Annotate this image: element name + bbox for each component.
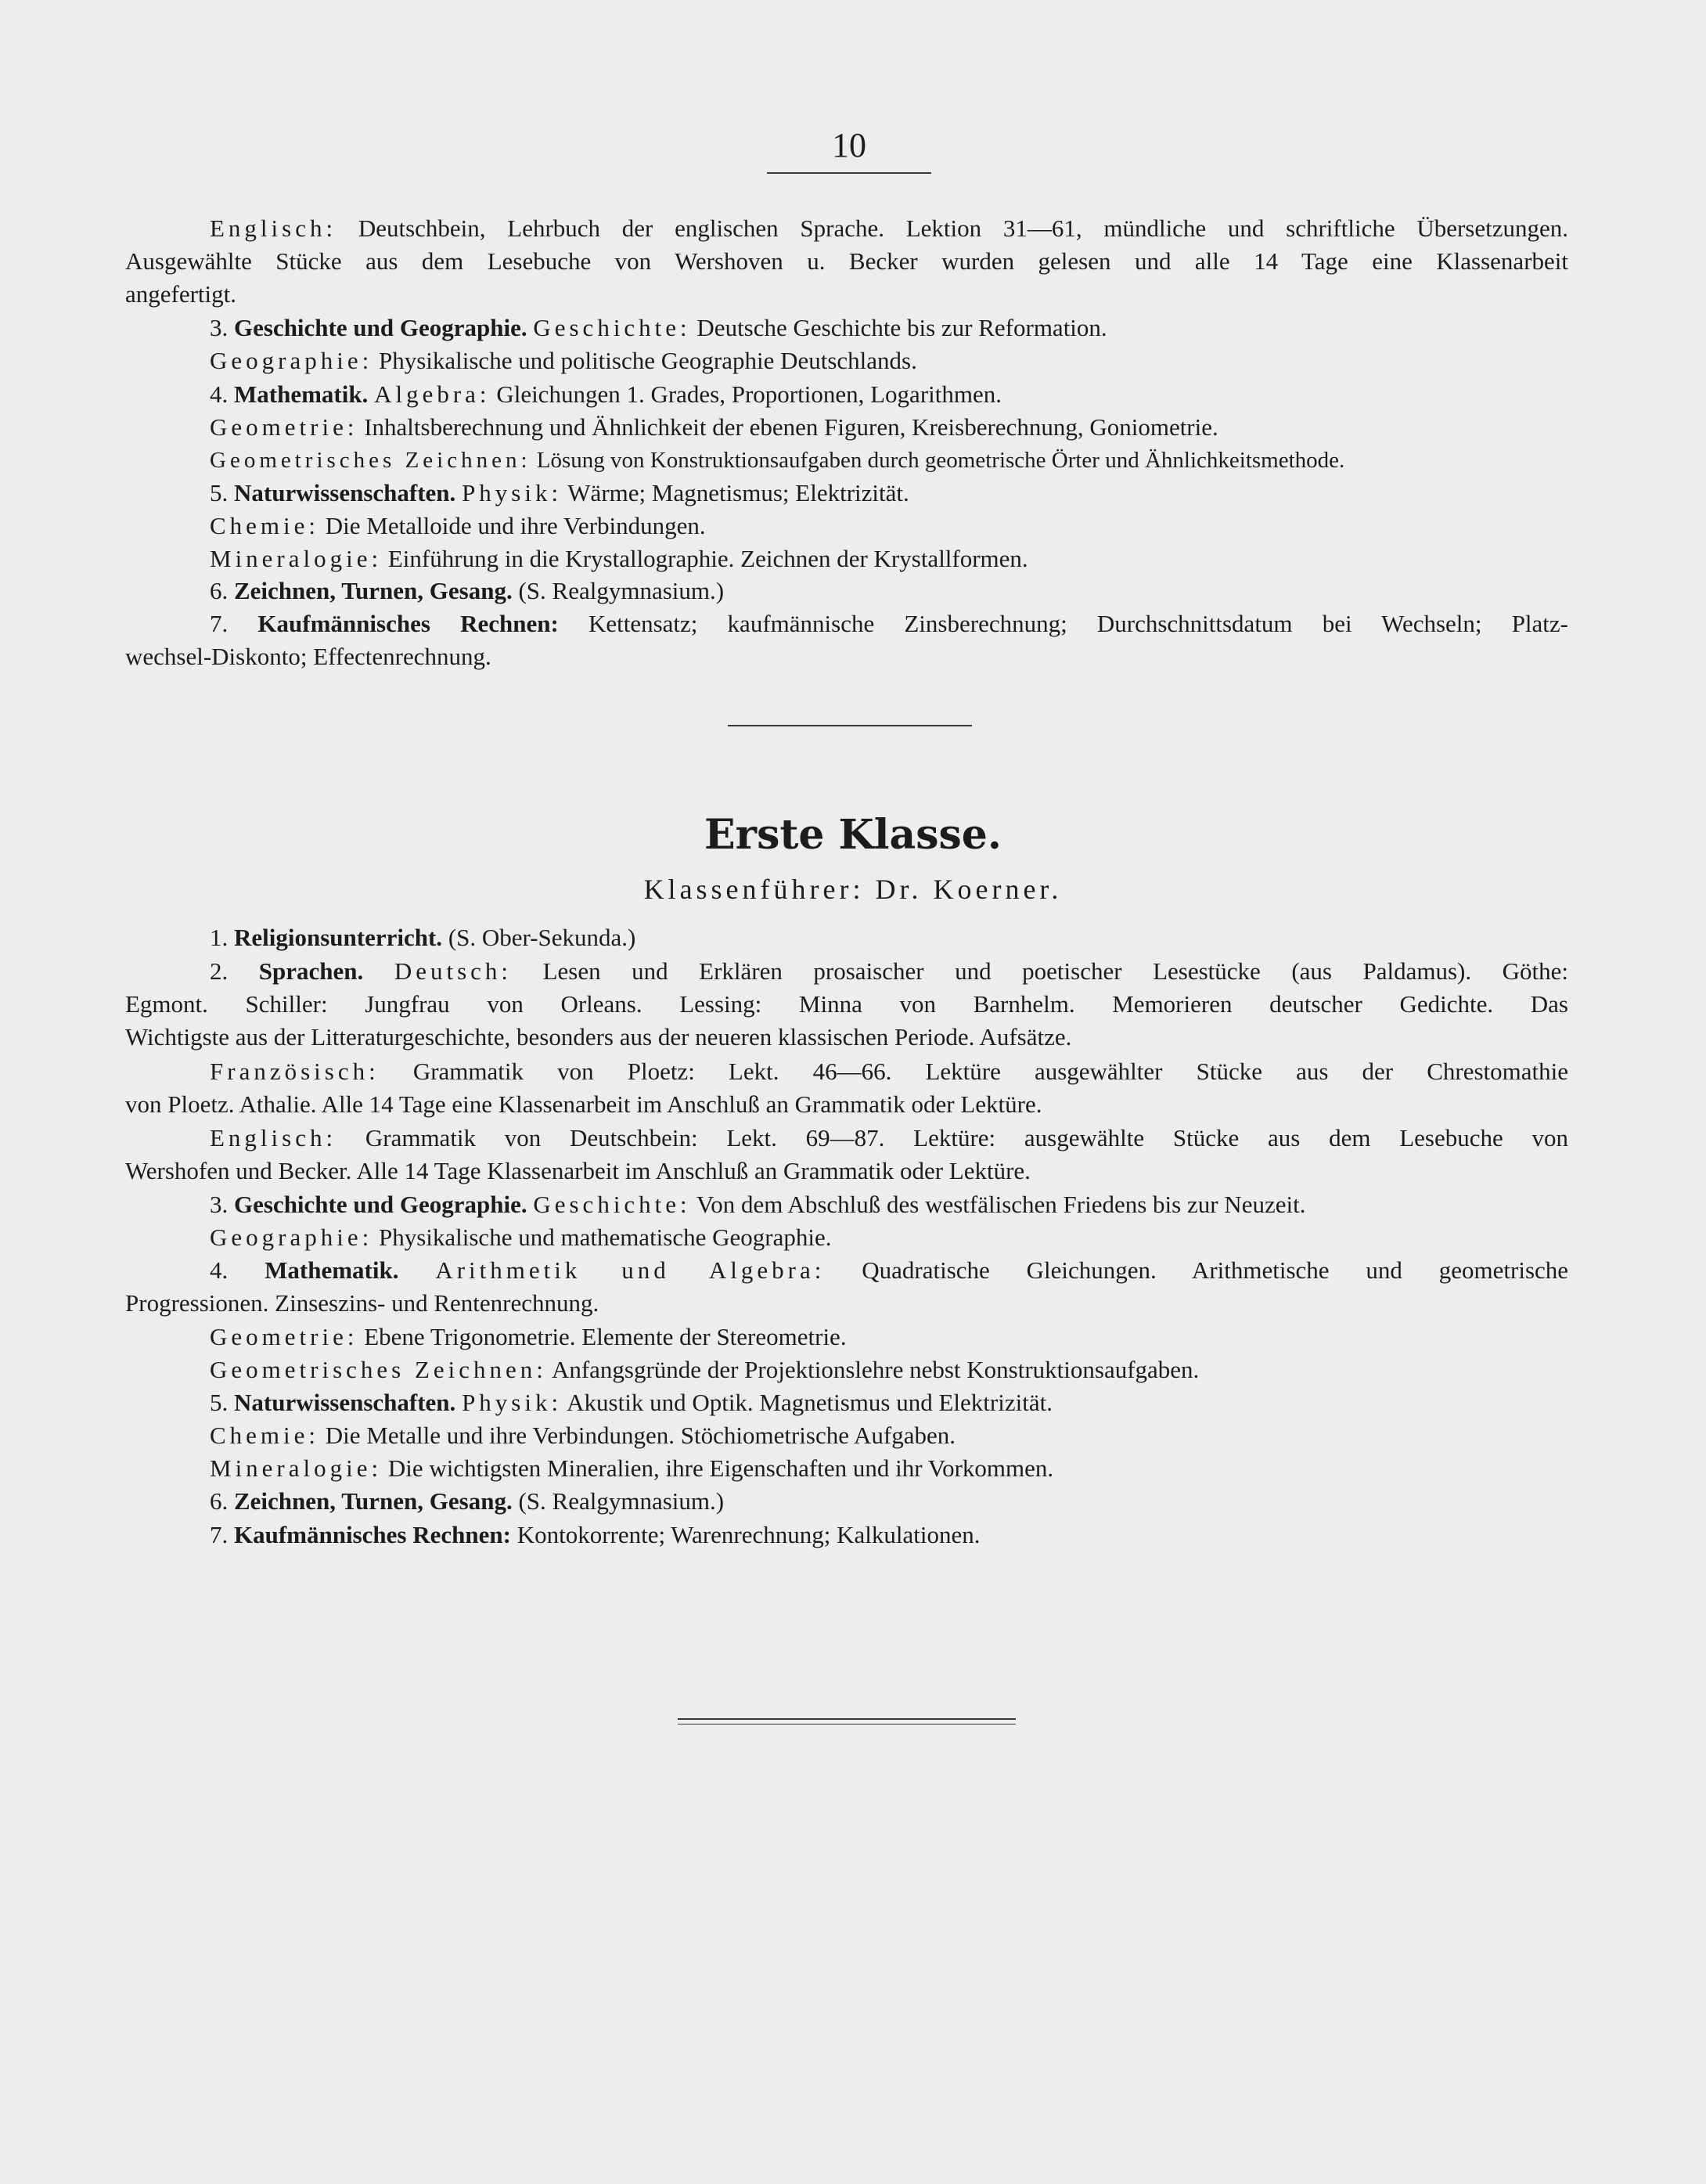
text-line: von Ploetz. Athalie. Alle 14 Tage eine Klassenarbeit im Anschluß an Grammatik oder Lektüre. [125, 1090, 1042, 1118]
text-line: 4. Mathematik. Algebra: Gleichungen 1. Grades, Proportionen, Logarithmen. [210, 380, 1002, 408]
subject-heading: Religionsunterricht. [234, 924, 443, 951]
text-line: 3. Geschichte und Geographie. Geschichte: Von dem Abschluß des westfälischen Friedens bis zur Neuzeit. [210, 1191, 1306, 1218]
page-number-rule [767, 172, 931, 174]
text-line: Mineralogie: Einführung in die Krystallographie. Zeichnen der Krystallformen. [210, 545, 1028, 572]
text-line: 1. Religionsunterricht. (S. Ober-Sekunda.) [210, 924, 636, 951]
text-line: Geometrie: Inhaltsberechnung und Ähnlichkeit der ebenen Figuren, Kreisberechnung, Goniometrie. [210, 413, 1218, 441]
subject-label: Geometrisches Zeichnen: [210, 448, 531, 473]
subject-label: Geometrie: [210, 413, 358, 441]
subject-heading: Naturwissenschaften. [234, 1389, 456, 1416]
subject-heading: Geschichte und Geographie. [234, 314, 527, 341]
text-line: Progressionen. Zinseszins- und Rentenrechnung. [125, 1289, 599, 1317]
subject-label: Mineralogie: [210, 545, 383, 572]
subject-heading: Zeichnen, Turnen, Gesang. [234, 1487, 513, 1515]
section-heading: Erste Klasse. [704, 811, 1002, 859]
subject-label: Französisch: [210, 1058, 380, 1085]
subject-label: Chemie: [210, 512, 320, 539]
text-line: Geometrisches Zeichnen: Anfangsgründe der Projektionslehre nebst Konstruktionsaufgaben. [210, 1356, 1200, 1383]
subject-heading: Kaufmännisches Rechnen: [234, 1521, 511, 1548]
text-line: 7. Kaufmännisches Rechnen: Kontokorrente; Warenrechnung; Kalkulationen. [210, 1521, 981, 1548]
subject-label: Geschichte: [533, 1191, 691, 1218]
subject-label: Geographie: [210, 1224, 373, 1251]
text-line: Chemie: Die Metalle und ihre Verbindungen. Stöchiometrische Aufgaben. [210, 1422, 956, 1449]
subject-heading: Geschichte und Geographie. [234, 1191, 527, 1218]
subject-heading: Naturwissenschaften. [234, 479, 456, 506]
text-line: 6. Zeichnen, Turnen, Gesang. (S. Realgymnasium.) [210, 577, 725, 604]
subject-heading: Mathematik. [234, 380, 369, 408]
section-divider [728, 725, 972, 726]
subject-heading: Mathematik. [265, 1256, 399, 1284]
end-divider [678, 1718, 1016, 1720]
text-line: Englisch: Grammatik von Deutschbein: Lekt. 69—87. Lektüre: ausgewählte Stücke aus dem Lesebuche von [210, 1124, 1568, 1151]
text-line: Geographie: Physikalische und mathematische Geographie. [210, 1224, 832, 1251]
text-line: Egmont. Schiller: Jungfrau von Orleans. Lessing: Minna von Barnhelm. Memorieren deutscher Gedichte. Das [125, 990, 1568, 1018]
subject-label: Geographie: [210, 347, 373, 374]
text-line: 6. Zeichnen, Turnen, Gesang. (S. Realgymnasium.) [210, 1487, 725, 1515]
text-line: 7. Kaufmännisches Rechnen: Kettensatz; kaufmännische Zinsberechnung; Durchschnittsdatum bei Wechseln; Platz- [210, 610, 1569, 637]
subject-heading: Sprachen. [258, 957, 364, 985]
class-teacher: Klassenführer: Dr. Koerner. [643, 874, 1063, 905]
subject-label: Deutsch: [394, 957, 513, 985]
text-line: Ausgewählte Stücke aus dem Lesebuche von Wershoven u. Becker wurden gelesen und alle 14 Tage eine Klassenarbeit [125, 247, 1568, 275]
subject-label: Algebra: [374, 380, 491, 408]
text-line: wechsel-Diskonto; Effectenrechnung. [125, 643, 491, 670]
text-line: Wershofen und Becker. Alle 14 Tage Klassenarbeit im Anschluß an Grammatik oder Lektüre. [125, 1157, 1031, 1184]
text-line: Französisch: Grammatik von Ploetz: Lekt. 46—66. Lektüre ausgewählter Stücke aus der Chrestomathie [210, 1058, 1568, 1085]
page-number: 10 [832, 126, 866, 164]
text-line: 3. Geschichte und Geographie. Geschichte: Deutsche Geschichte bis zur Reformation. [210, 314, 1107, 341]
subject-label: Arithmetik und Algebra: [435, 1256, 826, 1284]
text-line: 5. Naturwissenschaften. Physik: Akustik und Optik. Magnetismus und Elektrizität. [210, 1389, 1053, 1416]
subject-label: Physik: [462, 479, 563, 506]
subject-label: Geometrie: [210, 1323, 358, 1350]
text-line: Englisch: Deutschbein, Lehrbuch der englischen Sprache. Lektion 31—61, mündliche und schriftliche Übersetzungen. [210, 214, 1568, 242]
text-line: Geometrisches Zeichnen: Lösung von Konstruktionsaufgaben durch geometrische Örter und Ähnlichkeitsmethode. [210, 448, 1345, 473]
subject-label: Physik: [462, 1389, 563, 1416]
text-line: 4. Mathematik. Arithmetik und Algebra: Quadratische Gleichungen. Arithmetische und geometrische [210, 1256, 1569, 1284]
text-line: angefertigt. [125, 280, 237, 308]
text-line: Mineralogie: Die wichtigsten Mineralien, ihre Eigenschaften und ihr Vorkommen. [210, 1454, 1054, 1482]
text-line: 5. Naturwissenschaften. Physik: Wärme; Magnetismus; Elektrizität. [210, 479, 909, 506]
subject-label: Chemie: [210, 1422, 320, 1449]
text-line: 2. Sprachen. Deutsch: Lesen und Erklären prosaischer und poetischer Lesestücke (aus Paldamus). Göthe: [210, 957, 1569, 985]
subject-heading: Zeichnen, Turnen, Gesang. [234, 577, 513, 604]
text-line: Geometrie: Ebene Trigonometrie. Elemente der Stereometrie. [210, 1323, 847, 1350]
text-line: Wichtigste aus der Litteraturgeschichte, besonders aus der neueren klassischen Periode. Aufsätze. [125, 1023, 1072, 1051]
text-line: Geographie: Physikalische und politische Geographie Deutschlands. [210, 347, 917, 374]
subject-label: Englisch: [210, 1124, 337, 1151]
subject-heading: Kaufmännisches Rechnen: [257, 610, 559, 637]
subject-label: Geometrisches Zeichnen: [210, 1356, 547, 1383]
text-line: Chemie: Die Metalloide und ihre Verbindungen. [210, 512, 706, 539]
subject-label: Englisch: [210, 214, 337, 242]
subject-label: Mineralogie: [210, 1454, 383, 1482]
subject-label: Geschichte: [533, 314, 691, 341]
